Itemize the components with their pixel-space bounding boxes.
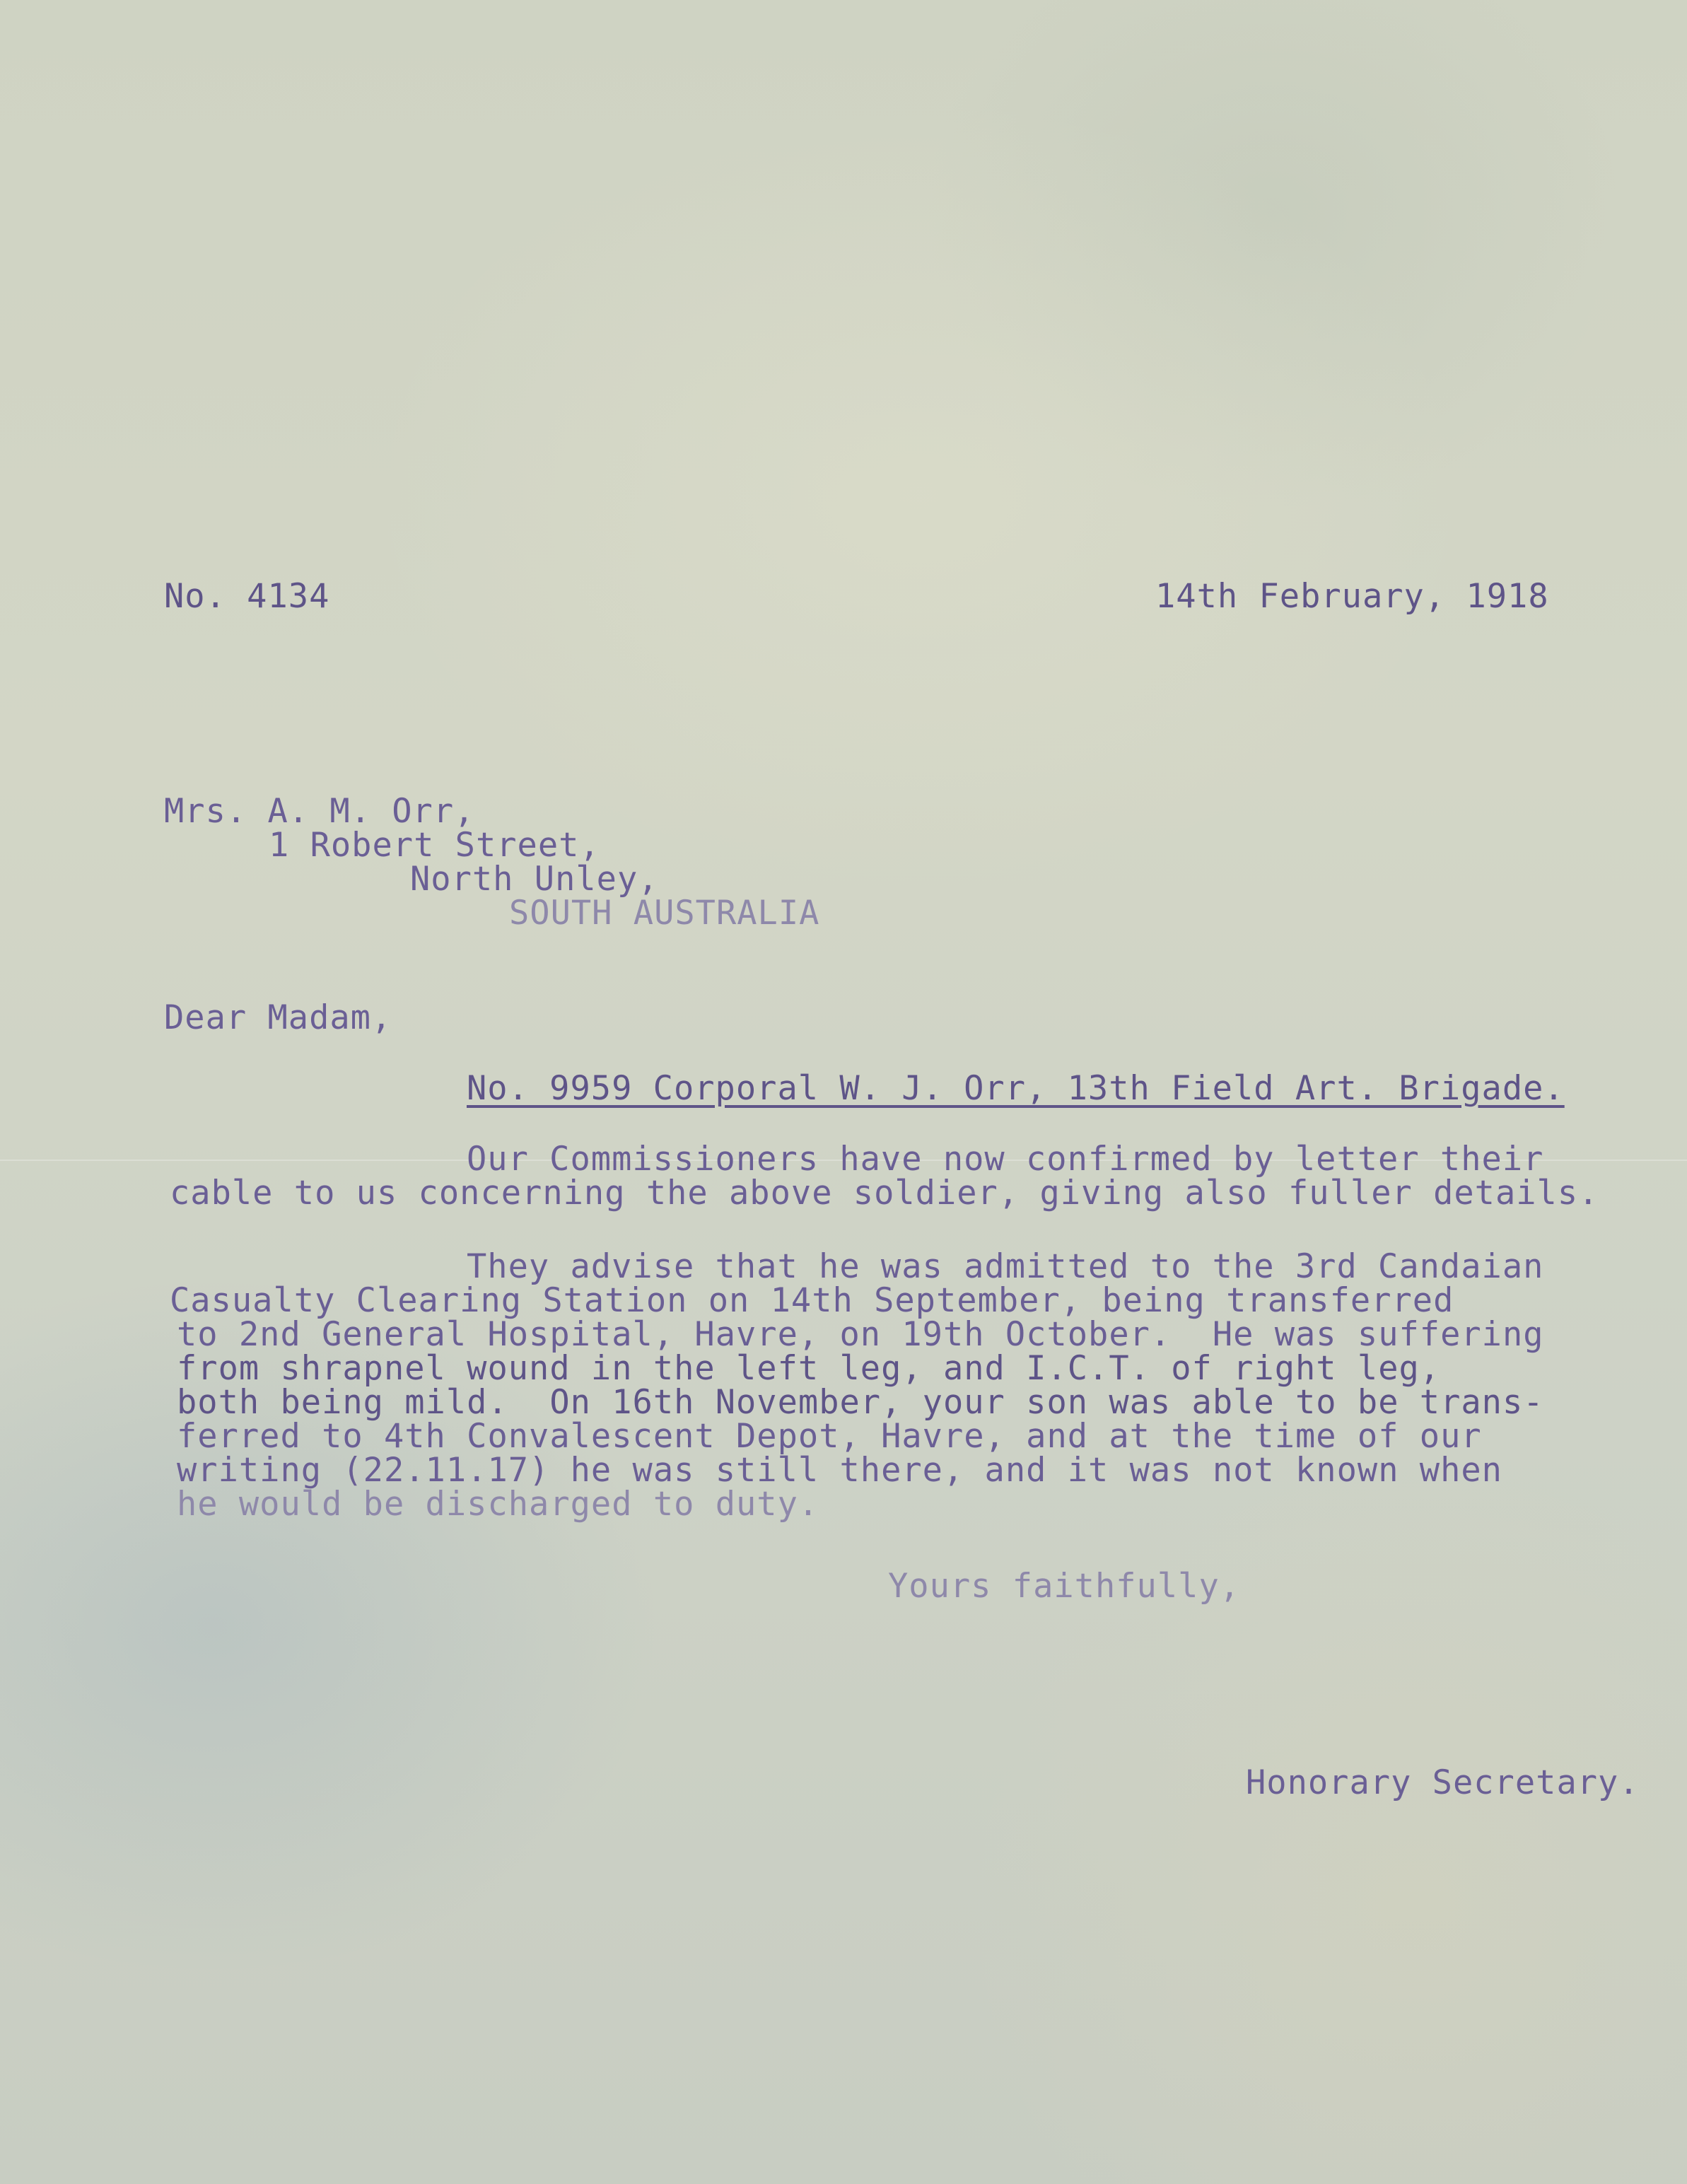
addressee-street: 1 Robert Street,	[269, 826, 600, 865]
paragraph-2-line: he would be discharged to duty.	[177, 1485, 819, 1524]
paragraph-2-line: to 2nd General Hospital, Havre, on 19th October. He was suffering	[177, 1315, 1544, 1354]
addressee-state: SOUTH AUSTRALIA	[509, 894, 820, 933]
reference-number: No. 4134	[164, 577, 330, 616]
closing: Yours faithfully,	[888, 1567, 1241, 1606]
paragraph-2-line: ferred to 4th Convalescent Depot, Havre, and at the time of our	[177, 1417, 1482, 1456]
signature-title: Honorary Secretary.	[1246, 1763, 1640, 1802]
letter-date: 14th February, 1918	[1155, 577, 1549, 616]
paragraph-2-line: from shrapnel wound in the left leg, and I.C.T. of right leg,	[177, 1349, 1441, 1388]
paragraph-2-line: They advise that he was admitted to the 3rd Candaian	[467, 1247, 1544, 1286]
paragraph-2-line: both being mild. On 16th November, your son was able to be trans-	[177, 1383, 1544, 1422]
addressee-name: Mrs. A. M. Orr,	[164, 792, 475, 831]
paragraph-2-line: writing (22.11.17) he was still there, and it was not known when	[177, 1451, 1502, 1490]
paragraph-1-line: cable to us concerning the above soldier, giving also fuller details.	[170, 1174, 1599, 1213]
paragraph-1-line: Our Commissioners have now confirmed by letter their	[467, 1140, 1544, 1179]
salutation: Dear Madam,	[164, 998, 392, 1037]
addressee-suburb: North Unley,	[410, 860, 659, 899]
subject-line: No. 9959 Corporal W. J. Orr, 13th Field Art. Brigade.	[467, 1069, 1565, 1108]
paragraph-2-line: Casualty Clearing Station on 14th September, being transferred	[170, 1281, 1454, 1320]
